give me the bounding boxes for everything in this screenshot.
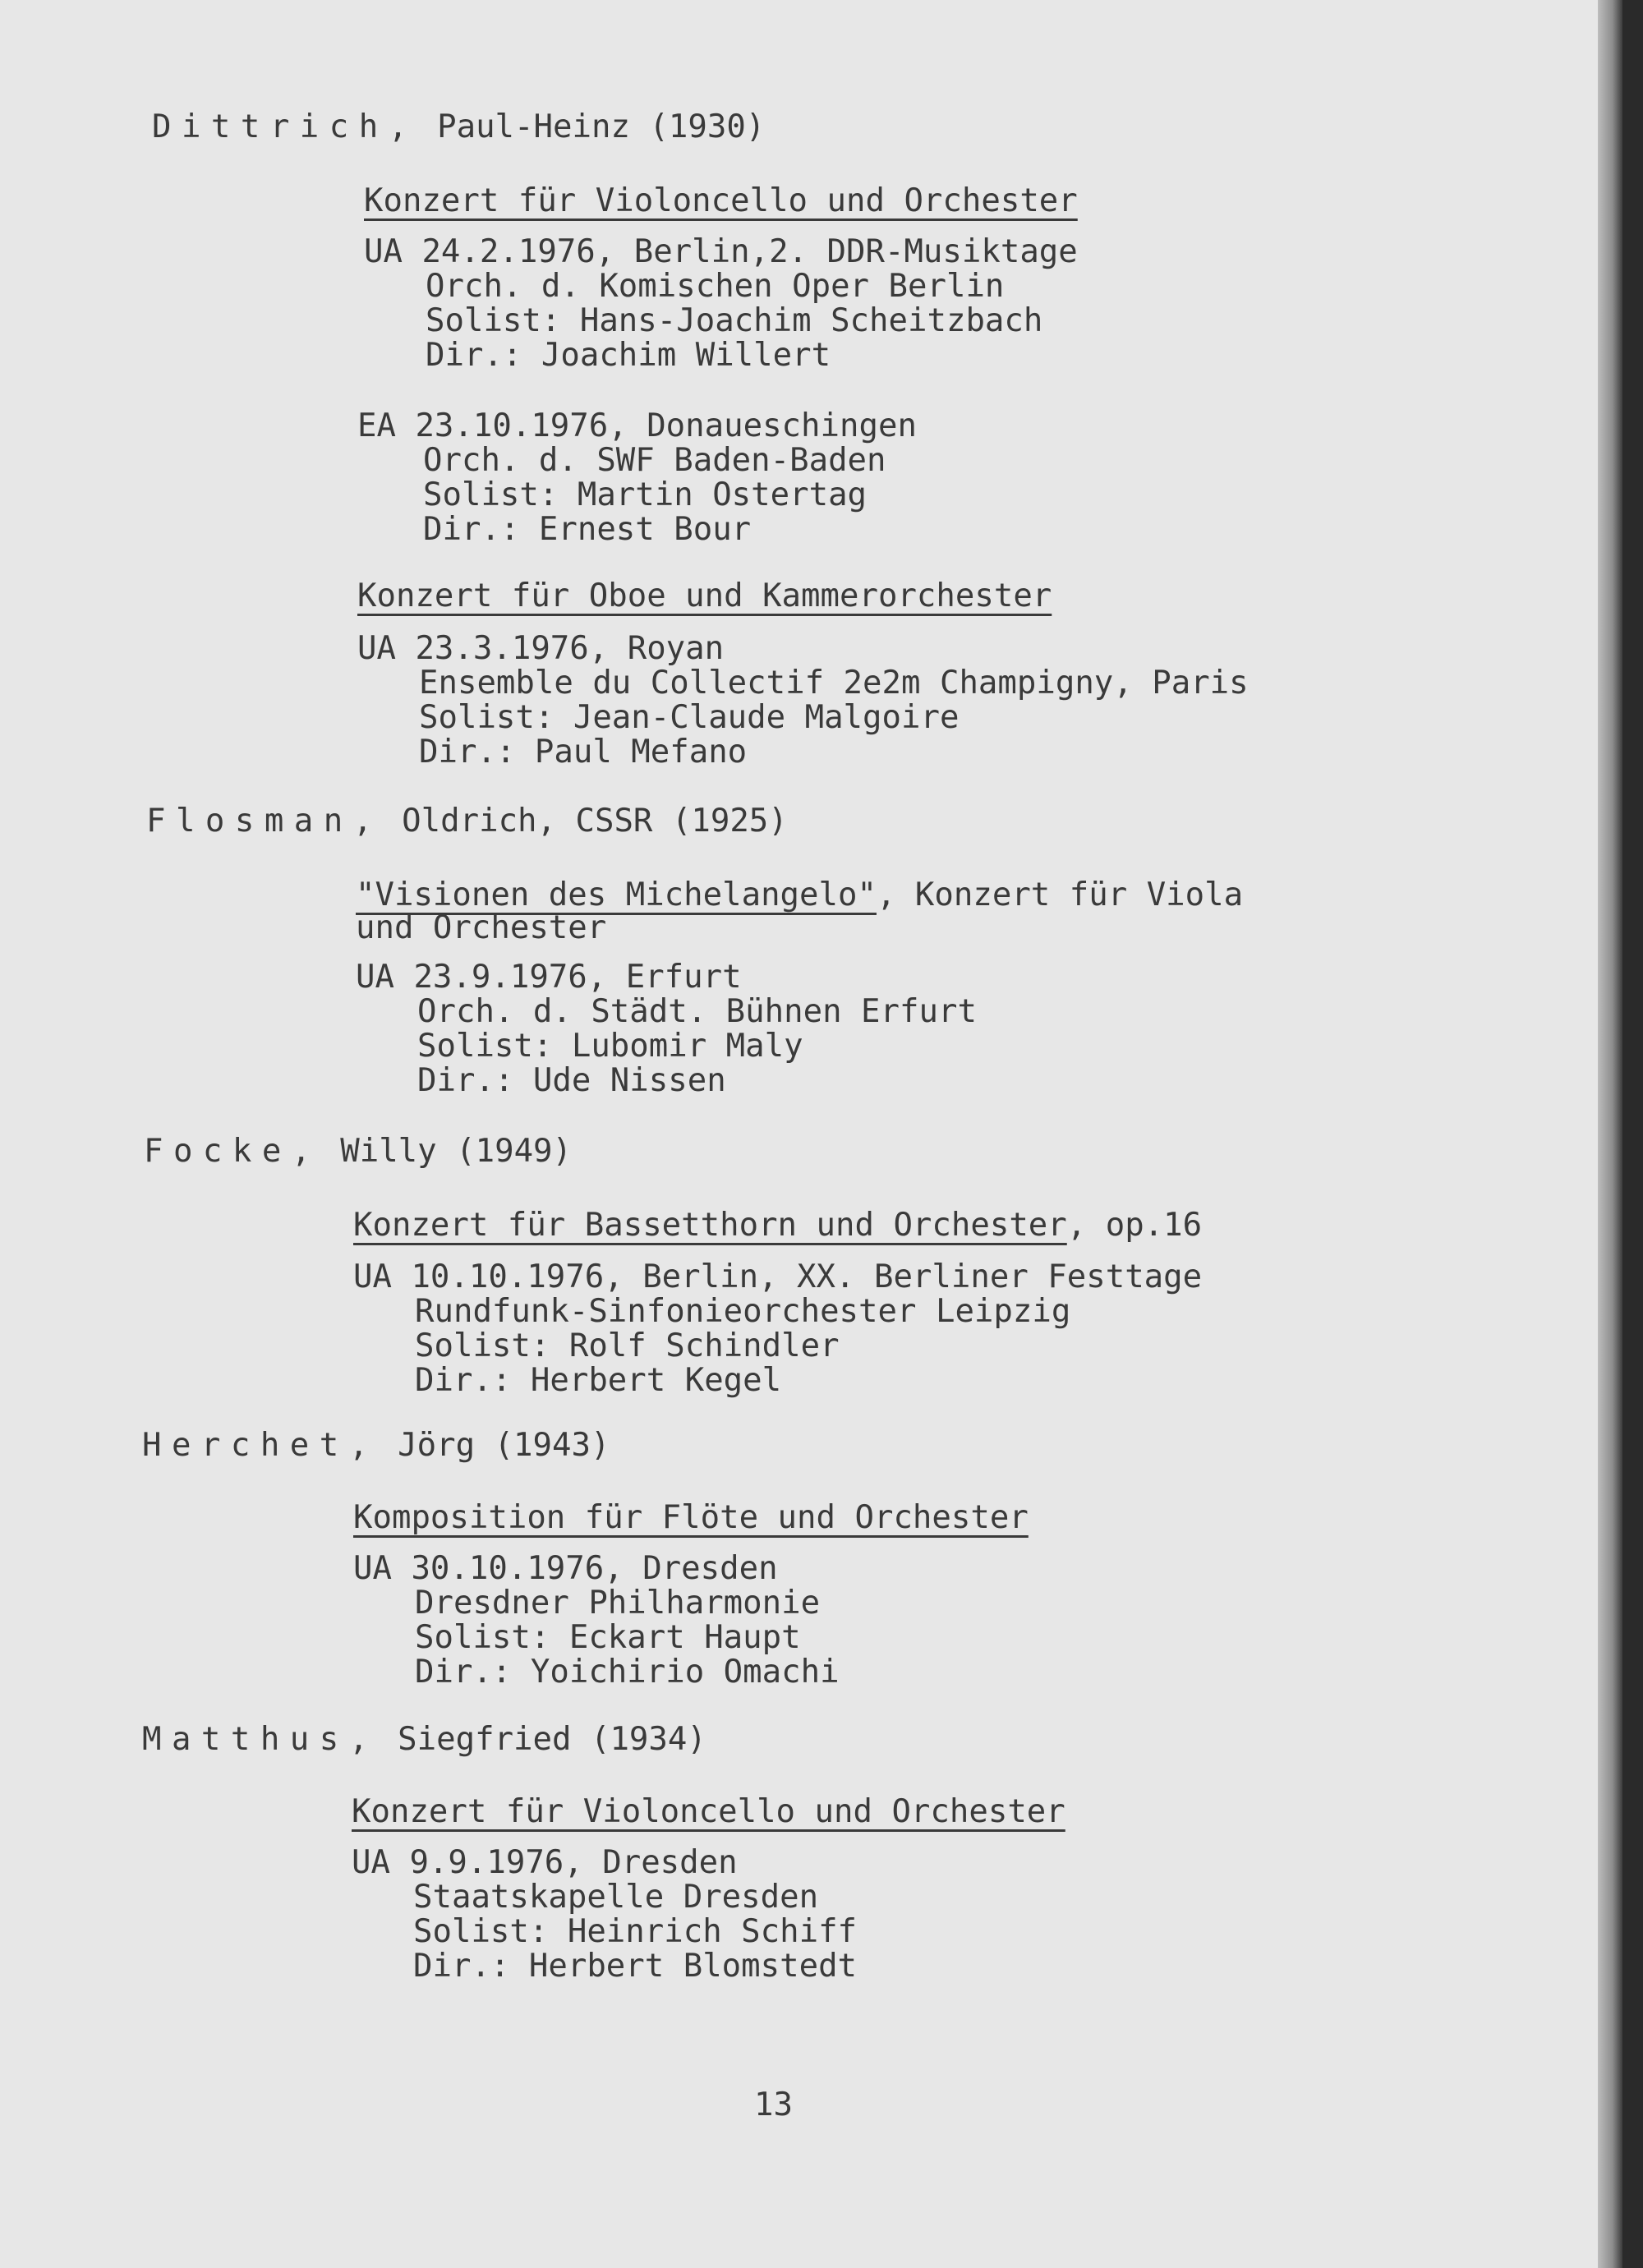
performance-line: UA 9.9.1976, Dresden [352, 1844, 738, 1881]
composer-heading [152, 109, 765, 145]
performance-line: UA 23.3.1976, Royan [357, 630, 725, 667]
performance-line: Solist: Jean-Claude Malgoire [419, 699, 960, 736]
performance-line: Dir.: Herbert Kegel [415, 1362, 782, 1399]
performance-line: UA 23.9.1976, Erfurt [356, 959, 742, 996]
performance-line: Solist: Eckart Haupt [415, 1619, 801, 1656]
performance-line: UA 10.10.1976, Berlin, XX. Berliner Festtage [353, 1258, 1203, 1295]
composer-details: Jörg (1943) [378, 1427, 610, 1464]
composer-surname: Dittrich, [152, 108, 418, 145]
work-title: Konzert für Oboe und Kammerorchester [357, 577, 1052, 614]
performance-line: Orch. d. SWF Baden-Baden [423, 442, 886, 479]
performance-line: Dresdner Philharmonie [415, 1585, 821, 1622]
page-edge [1598, 0, 1622, 2268]
work-title: "Visionen des Michelangelo", Konzert für Viola [356, 876, 1244, 913]
composer-heading [142, 1428, 610, 1464]
composer-details: Siegfried (1934) [378, 1721, 706, 1758]
page-number: 13 [754, 2086, 793, 2123]
performance-line: Dir.: Ernest Bour [423, 511, 752, 548]
work-title-continued: und Orchester [356, 909, 607, 946]
performance-line: Solist: Rolf Schindler [415, 1327, 840, 1364]
work-title: Konzert für Violoncello und Orchester [352, 1793, 1065, 1830]
performance-line: Rundfunk-Sinfonieorchester Leipzig [415, 1293, 1071, 1330]
work-title: Konzert für Bassetthorn und Orchester, op.16 [353, 1207, 1203, 1244]
performance-line: Solist: Martin Ostertag [423, 476, 868, 513]
performance-line: Staatskapelle Dresden [413, 1879, 819, 1916]
composer-surname: Flosman, [146, 803, 383, 840]
performance-line: Dir.: Ude Nissen [417, 1062, 726, 1099]
composer-heading [144, 1134, 572, 1170]
performance-line: UA 24.2.1976, Berlin,2. DDR-Musiktage [364, 233, 1078, 270]
work-title: Komposition für Flöte und Orchester [353, 1499, 1029, 1536]
composer-details: Willy (1949) [320, 1133, 573, 1170]
performance-line: Dir.: Paul Mefano [419, 734, 748, 771]
performance-line: Solist: Hans-Joachim Scheitzbach [426, 302, 1043, 339]
performance-line: Dir.: Herbert Blomstedt [413, 1948, 858, 1985]
performance-line: UA 30.10.1976, Dresden [353, 1550, 778, 1587]
composer-surname: Focke, [144, 1133, 321, 1170]
performance-line: Orch. d. Komischen Oper Berlin [426, 268, 1005, 305]
performance-line: EA 23.10.1976, Donaueschingen [357, 407, 917, 444]
performance-line: Solist: Heinrich Schiff [413, 1913, 858, 1950]
performance-line: Solist: Lubomir Maly [417, 1028, 803, 1065]
performance-line: Dir.: Yoichirio Omachi [415, 1654, 840, 1691]
composer-heading [142, 1722, 706, 1758]
performance-line: Dir.: Joachim Willert [426, 337, 831, 374]
composer-surname: Herchet, [142, 1427, 379, 1464]
work-title: Konzert für Violoncello und Orchester [364, 182, 1078, 219]
composer-heading [146, 803, 788, 840]
composer-surname: Matthus, [142, 1721, 379, 1758]
performance-line: Orch. d. Städt. Bühnen Erfurt [417, 993, 977, 1030]
performance-line: Ensemble du Collectif 2e2m Champigny, Paris [419, 665, 1249, 702]
composer-details: Paul-Heinz (1930) [417, 108, 766, 145]
composer-details: Oldrich, CSSR (1925) [382, 803, 788, 840]
